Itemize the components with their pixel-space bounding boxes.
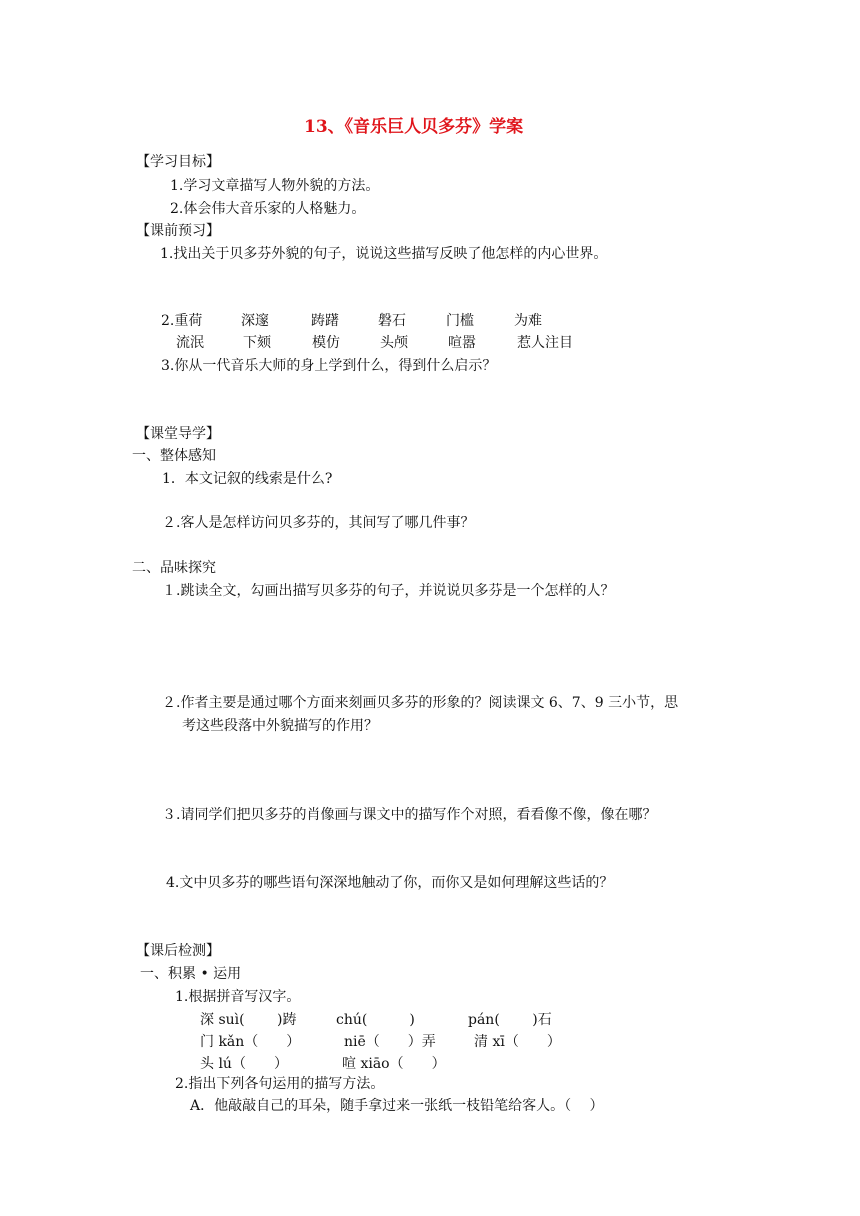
classroom-question: 1．本文记叙的线索是什么? <box>162 471 333 487</box>
goal-item: 2.体会伟大音乐家的人格魅力。 <box>170 201 366 217</box>
pinyin-item: 喧 xiāo（ ） <box>342 1056 446 1072</box>
goals-header: 【学习目标】 <box>136 154 220 170</box>
pinyin-item: 门 kǎn（ ） <box>200 1034 301 1050</box>
classroom-header: 【课堂导学】 <box>136 426 220 442</box>
preview-header: 【课前预习】 <box>136 223 220 239</box>
vocab-word: 喧嚣 <box>448 335 476 351</box>
pinyin-item: 清 xī（ ） <box>474 1034 561 1050</box>
vocab-word: 踌躇 <box>311 313 339 329</box>
vocab-word: 流泯 <box>176 335 204 351</box>
pinyin-item: pán( )石 <box>468 1012 552 1028</box>
vocab-word: 下颏 <box>243 335 271 351</box>
vocab-word: 模仿 <box>312 335 340 351</box>
after-question-2a: A．他敲敲自己的耳朵，随手拿过来一张纸一枝铅笔给客人。（ ） <box>190 1098 604 1114</box>
classroom-question: ２.客人是怎样访问贝多芬的，其间写了哪几件事？ <box>162 515 475 531</box>
after-question-2: 2.指出下列各句运用的描写方法。 <box>175 1076 385 1092</box>
after-header: 【课后检测】 <box>136 943 220 959</box>
pinyin-item: niē（ ）弄 <box>344 1034 436 1050</box>
pinyin-item: chú( ) <box>336 1012 415 1028</box>
vocab-word: 深邃 <box>241 313 269 329</box>
after-question-1: 1.根据拼音写汉字。 <box>175 989 301 1005</box>
vocab-word: 头颅 <box>380 335 408 351</box>
section-heading: 二、品味探究 <box>132 560 216 576</box>
classroom-question: ２.作者主要是通过哪个方面来刻画贝多芬的形象的？阅读课文 6、7、9 三小节，思 <box>162 695 679 711</box>
page-title: 13、《音乐巨人贝多芬》学案 <box>304 117 524 137</box>
vocab-word: 磐石 <box>378 313 406 329</box>
pinyin-item: 头 lú（ ） <box>200 1056 288 1072</box>
preview-question-3: 3.你从一代音乐大师的身上学到什么，得到什么启示？ <box>161 358 497 374</box>
classroom-question: ３.请同学们把贝多芬的肖像画与课文中的描写作个对照，看看像不像，像在哪？ <box>162 807 657 823</box>
vocab-word: 2.重荷 <box>161 313 203 329</box>
goal-item: 1.学习文章描写人物外貌的方法。 <box>170 178 380 194</box>
classroom-question-continued: 考这些段落中外貌描写的作用？ <box>182 718 378 734</box>
vocab-word: 惹人注目 <box>517 335 573 351</box>
section-heading: 一、积累 • 运用 <box>140 966 242 982</box>
section-heading: 一、整体感知 <box>132 448 216 464</box>
classroom-question: １.跳读全文，勾画出描写贝多芬的句子，并说说贝多芬是一个怎样的人？ <box>162 583 615 599</box>
vocab-word: 为难 <box>514 313 542 329</box>
vocab-word: 门槛 <box>446 313 474 329</box>
classroom-question: 4.文中贝多芬的哪些语句深深地触动了你，而你又是如何理解这些话的？ <box>166 875 614 891</box>
pinyin-item: 深 suì( )踌 <box>200 1012 297 1028</box>
preview-question-1: 1.找出关于贝多芬外貌的句子，说说这些描写反映了他怎样的内心世界。 <box>160 246 608 262</box>
